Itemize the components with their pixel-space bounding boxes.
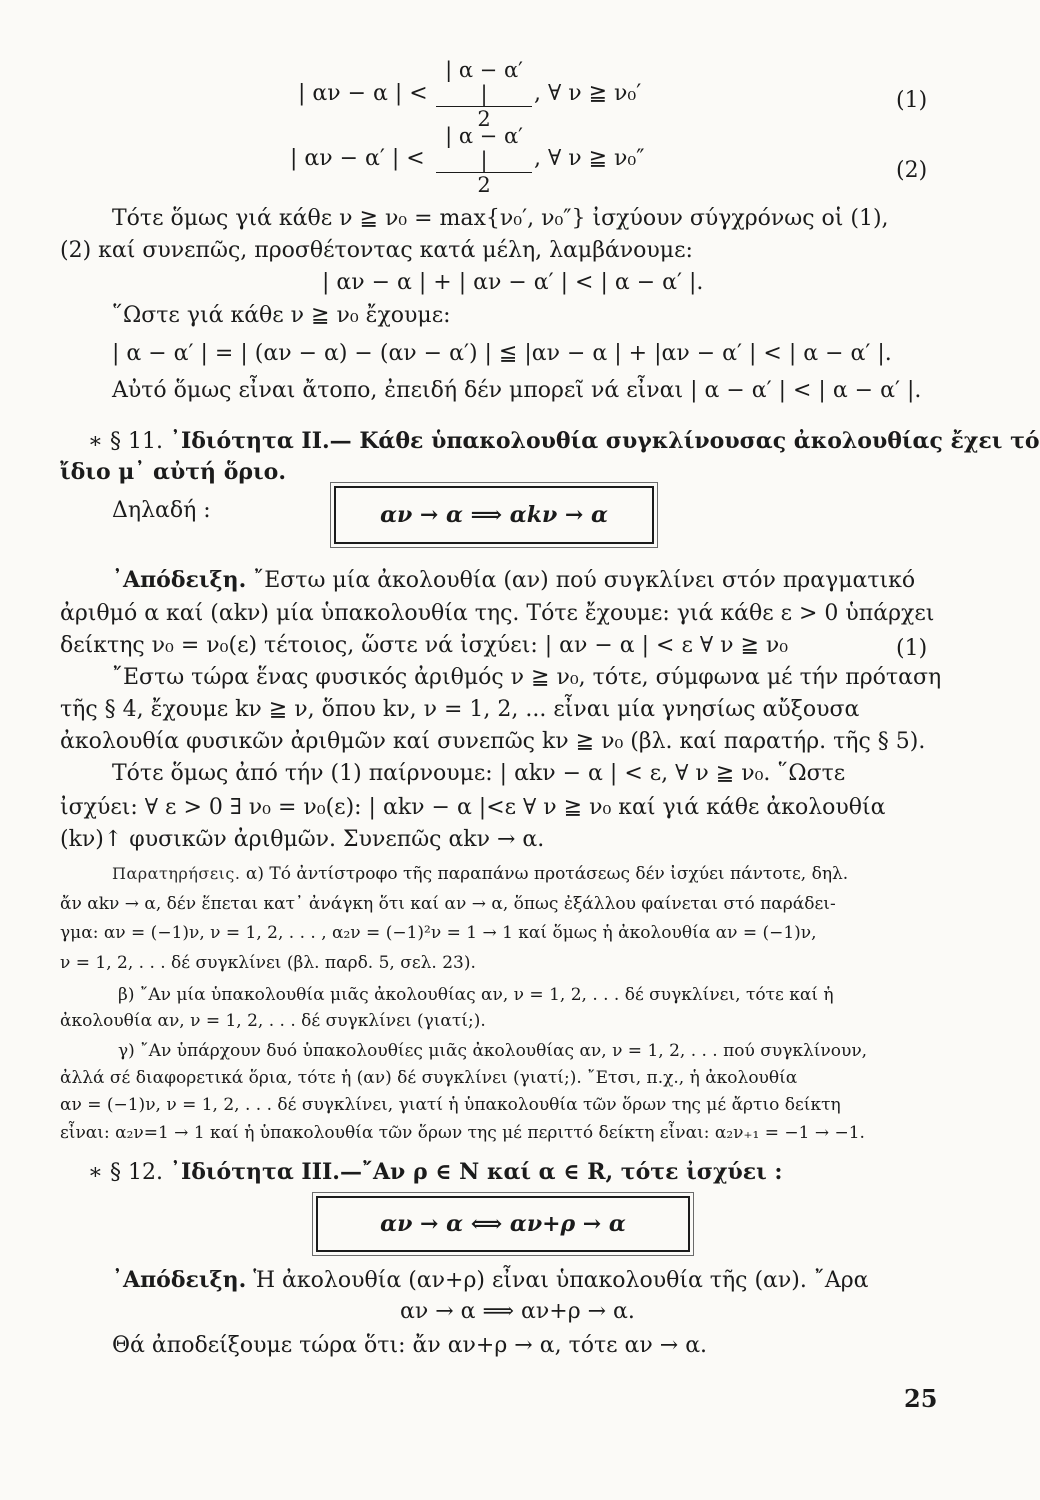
remarks-a-line-2: ἄν αkν → α, δέν ἕπεται κατ᾿ ἀνάγκη ὅτι καί αν → α, ὅπως ἐξάλλου φαίνεται στό παράδει- xyxy=(60,894,836,914)
proof-12-line-1-text: Ἡ ἀκολουθία (αν+ρ) εἶναι ὑπακολουθία τῆς (αν). ῎Αρα xyxy=(253,1268,869,1293)
remarks-a-line-3: γμα: αν = (−1)ν, ν = 1, 2, . . . , α₂ν = (−1)²ν = 1 → 1 καί ὅμως ἡ ἀκολουθία αν = (−1)ν, xyxy=(60,923,817,943)
proof-12-line-1 xyxy=(112,1266,869,1295)
section-12-number: § 12. xyxy=(109,1160,163,1185)
section-12-statement: —῎Αν ρ ∈ Ν καί α ∈ R, τότε ἰσχύει : xyxy=(339,1159,783,1185)
text-line-4: Αὐτό ὅμως εἶναι ἄτοπο, ἐπειδή δέν μπορεῖ νά εἶναι | α − α′ | < | α − α′ |. xyxy=(112,378,922,403)
eq1-denominator: 2 xyxy=(477,107,491,131)
text-line-3: ῞Ωστε γιά κάθε ν ≧ ν₀ ἔχουμε: xyxy=(112,303,451,328)
proof-11-line-1 xyxy=(112,566,915,595)
proof-12-line-2: αν → α ⟹ αν+ρ → α. xyxy=(400,1299,635,1324)
remarks-a-line-4: ν = 1, 2, . . . δέ συγκλίνει (βλ. παρδ. 5, σελ. 23). xyxy=(60,953,476,973)
eq2-denominator: 2 xyxy=(477,173,491,197)
text-line-1: Τότε ὅμως γιά κάθε ν ≧ ν₀ = max{ν₀′, ν₀″} ἰσχύουν σύγχρόνως οἱ (1), xyxy=(112,206,889,231)
eq1-number: (1) xyxy=(896,88,928,113)
equation-4: | α − α′ | = | (αν − α) − (αν − α′) | ≦ |αν − α | + |αν − α′ | < | α − α′ |. xyxy=(112,341,892,366)
proof-11-line-3: δείκτης ν₀ = ν₀(ε) τέτοιος, ὥστε νά ἰσχύει: | αν − α | < ε ∀ ν ≧ ν₀ xyxy=(60,633,789,658)
remarks-label: Παρατηρήσεις. xyxy=(112,864,241,883)
proof-11-eq-number: (1) xyxy=(896,636,928,661)
remarks-c-line-3: αν = (−1)ν, ν = 1, 2, . . . δέ συγκλίνει, γιατί ἡ ὑπακολουθία τῶν ὅρων της μέ ἄρτιο δείκτη xyxy=(60,1095,841,1115)
section-11-number: § 11. xyxy=(109,429,163,454)
eq2-numerator: | α − α′ | xyxy=(436,124,532,173)
proof-11-line-8: ἰσχύει: ∀ ε > 0 ∃ ν₀ = ν₀(ε): | αkν − α |<ε ∀ ν ≧ ν₀ καί γιά κάθε ἀκολουθία xyxy=(60,795,886,820)
text-line-2: (2) καί συνεπῶς, προσθέτοντας κατά μέλη, λαμβάνουμε: xyxy=(60,238,693,263)
star-icon: ∗ xyxy=(88,429,103,454)
section-11-title: ᾿Ιδιότητα ΙΙ. xyxy=(169,428,330,454)
remarks-a-line-1 xyxy=(112,863,848,885)
eq2-number: (2) xyxy=(896,158,928,183)
eq2-lhs: | αν − α′ | < xyxy=(290,146,425,171)
eq2-rhs: , ∀ ν ≧ ν₀″ xyxy=(534,146,645,171)
equation-3: | αν − α | + | αν − α′ | < | α − α′ |. xyxy=(322,270,704,295)
proof-12-line-3: Θά ἀποδείξουμε τώρα ὅτι: ἄν αν+ρ → α, τότε αν → α. xyxy=(112,1333,708,1358)
remarks-a-text-1: α) Τό ἀντίστροφο τῆς παραπάνω προτάσεως δέν ἰσχύει πάντοτε, δηλ. xyxy=(245,864,849,884)
remarks-b-line-1: β) ῎Αν μία ὑπακολουθία μιᾶς ἀκολουθίας αν, ν = 1, 2, . . . δέ συγκλίνει, τότε καί ἡ xyxy=(118,985,834,1005)
proof-11-line-6: ἀκολουθία φυσικῶν ἀριθμῶν καί συνεπῶς kν ≧ ν₀ (βλ. καί παρατήρ. τῆς § 5). xyxy=(60,729,926,754)
section-11-heading xyxy=(88,427,1040,456)
section-12-boxed-formula: αν → α ⟺ αν+ρ → α xyxy=(316,1196,690,1252)
remarks-c-line-1: γ) ῎Αν ὑπάρχουν δυό ὑπακολουθίες μιᾶς ἀκολουθίας αν, ν = 1, 2, . . . πού συγκλίνουν, xyxy=(118,1041,868,1061)
proof-11-label: ᾿Απόδειξη. xyxy=(112,567,247,593)
section-11-boxed-formula: αν → α ⟹ αkν → α xyxy=(334,486,654,544)
section-12-title: ᾿Ιδιότητα ΙΙΙ. xyxy=(169,1159,340,1185)
eq1-numerator: | α − α′ | xyxy=(436,58,532,107)
star-icon: ∗ xyxy=(88,1160,103,1185)
proof-11-line-2: ἀριθμό α καί (αkν) μία ὑπακολουθία της. Τότε ἔχουμε: γιά κάθε ε > 0 ὑπάρχει xyxy=(60,601,935,626)
section-12-heading xyxy=(88,1158,783,1187)
remarks-b-line-2: ἀκολουθία αν, ν = 1, 2, . . . δέ συγκλίνει (γιατί;). xyxy=(60,1011,486,1031)
proof-12-label: ᾿Απόδειξη. xyxy=(112,1267,247,1293)
remarks-c-line-2: ἀλλά σέ διαφορετικά ὅρια, τότε ἡ (αν) δέ συγκλίνει (γιατί;). ῎Ετσι, π.χ., ἡ ἀκολουθία xyxy=(60,1068,798,1088)
page-number: 25 xyxy=(904,1384,938,1413)
proof-11-line-5: τῆς § 4, ἔχουμε kν ≧ ν, ὅπου kν, ν = 1, 2, ... εἶναι μία γνησίως αὔξουσα xyxy=(60,697,860,722)
eq1-fraction xyxy=(436,58,532,131)
proof-11-line-7: Τότε ὅμως ἀπό τήν (1) παίρνουμε: | αkν − α | < ε, ∀ ν ≧ ν₀. ῞Ωστε xyxy=(112,761,846,786)
eq2-fraction xyxy=(436,124,532,197)
proof-11-line-4: ῎Εστω τώρα ἕνας φυσικός ἀριθμός ν ≧ ν₀, τότε, σύμφωνα μέ τήν πρόταση xyxy=(112,665,942,690)
eq1-lhs: | αν − α | < xyxy=(298,81,428,106)
remarks-c-line-4: εἶναι: α₂ν=1 → 1 καί ἡ ὑπακολουθία τῶν ὅρων της μέ περιττό δείκτη εἶναι: α₂ν₊₁ = −1 → −1. xyxy=(60,1123,865,1143)
section-11-namely: Δηλαδή : xyxy=(112,498,211,523)
section-11-statement: — Κάθε ὑπακολουθία συγκλίνουσας ἀκολουθίας ἔχει τό xyxy=(329,428,1040,454)
eq1-rhs: , ∀ ν ≧ ν₀′ xyxy=(534,81,642,106)
proof-11-line-9: (kν)↑ φυσικῶν ἀριθμῶν. Συνεπῶς αkν → α. xyxy=(60,827,545,852)
proof-11-line-1-text: ῎Εστω μία ἀκολουθία (αν) πού συγκλίνει στόν πραγματικό xyxy=(253,568,916,593)
section-11-statement-cont: ἴδιο μ᾿ αὐτή ὅριο. xyxy=(60,459,286,485)
